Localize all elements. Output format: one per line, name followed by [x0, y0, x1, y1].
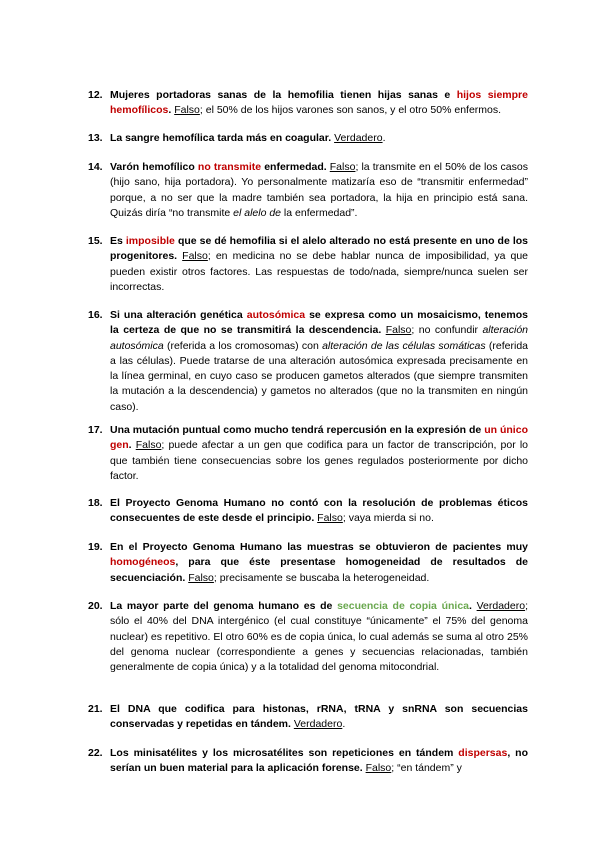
question-body — [110, 423, 528, 484]
question-body — [110, 160, 528, 221]
explanation-italic: alteración de las células somáticas — [322, 339, 486, 352]
question-number: 15. — [88, 235, 103, 247]
verdict-label: Falso — [182, 250, 208, 263]
question-text: Es — [110, 235, 126, 247]
question-item — [88, 308, 528, 415]
explanation-text: ; “en tándem” y — [391, 762, 462, 775]
explanation-text: ; vaya mierda si no. — [342, 512, 434, 525]
explanation-text: ; no confundir — [411, 324, 483, 337]
question-text: El DNA que codifica para histonas, rRNA, tRNA y snRNA son secuencias conservadas y repetidas en tándem. — [110, 703, 528, 731]
question-item — [88, 540, 528, 586]
explanation-text: ; la transmite en el 50% de los casos (hijo sano, hija portadora). Yo personalmente matizaría eso de “transmitir enfermedad” porque, a no ser que la madre también sea portadora, la hija en principio está sana. Quizás diría “no transmite — [110, 161, 528, 219]
explanation-text: ; en medicina no se debe hablar nunca de imposibilidad, ya que pueden existir otros factores. Las respuestas de todo/nada, siempre/nunca suelen ser incorrectas. — [110, 250, 528, 293]
question-item — [88, 702, 528, 733]
question-number: 18. — [88, 497, 103, 509]
question-body — [110, 234, 528, 295]
question-number: 14. — [88, 161, 103, 173]
question-body — [110, 496, 528, 527]
highlight-red: hijos siempre hemofílicos — [110, 89, 528, 117]
verdict-label: Falso — [329, 161, 356, 173]
question-text: enfermedad. — [261, 161, 327, 173]
question-text: El Proyecto Genoma Humano no contó con la resolución de problemas éticos consecuentes de este desde el principio. — [110, 497, 528, 525]
verdict-label: Falso — [188, 571, 214, 584]
verdict-label: Falso — [365, 762, 392, 775]
question-item — [88, 496, 528, 527]
explanation-text: ; el 50% de los hijos varones son sanos, y el otro 50% enfermos. — [199, 104, 502, 117]
question-body — [110, 702, 528, 733]
question-text: , no serían un buen material para la aplicación forense. — [110, 747, 528, 775]
question-text: . — [469, 600, 472, 612]
question-item — [88, 746, 528, 777]
explanation-text: ; puede afectar a un gen que codifica para un factor de transcripción, por lo que también tiene consecuencias sobre los genes regulados posteriormente por dicho factor. — [110, 439, 529, 482]
explanation-italic: alteración autosómica — [110, 324, 528, 352]
verdict-label: Falso — [385, 324, 412, 337]
highlight-red: dispersas — [458, 747, 508, 759]
question-number: 19. — [88, 541, 103, 553]
question-text: , para que éste presentase homogeneidad de resultados de secuenciación. — [110, 556, 528, 584]
question-text: En el Proyecto Genoma Humano las muestras se obtuvieron de pacientes muy — [110, 541, 528, 553]
question-number: 21. — [88, 703, 103, 715]
highlight-green: secuencia de copia única — [337, 600, 469, 612]
question-number: 16. — [88, 309, 103, 321]
question-number: 12. — [88, 89, 103, 101]
question-text: . — [168, 104, 172, 117]
verdict-label: Verdadero — [334, 132, 383, 144]
verdict-label: Falso — [135, 439, 162, 452]
highlight-red: no transmite — [197, 161, 262, 173]
question-number: 17. — [88, 424, 103, 436]
question-text: Si una alteración genética — [110, 309, 247, 321]
question-body — [110, 308, 528, 415]
question-text: La mayor parte del genoma humano es de — [110, 600, 338, 612]
verdict-label: Verdadero — [476, 600, 526, 612]
question-item — [88, 234, 528, 295]
explanation-text: (referida a los cromosomas) con — [163, 339, 323, 352]
explanation-text: ; sólo el 40% del DNA intergénico (el cual constituye “únicamente” el 75% del genoma nuclear) es repetitivo. El otro 60% es de copia única, lo cual además se suma al otro 25% del genoma nuclear (correspondiente a genes y secuencias relacionadas, también generalmente de copia única) y a la totalidad del genoma mitocondrial. — [110, 600, 528, 674]
question-number: 22. — [88, 747, 103, 759]
explanation-text: ; precisamente se buscaba la heterogeneidad. — [213, 571, 430, 584]
highlight-red: autosómica — [246, 309, 306, 321]
verdict-label: Falso — [174, 104, 200, 117]
explanation-text: (referida a las células). Puede tratarse de una alteración autosómica expresada precisamente en la línea germinal, en cuyo caso se producen gametos alterados (que siempre transmiten la mutación a la descendencia) y gametos no alterados (que no la transmiten en ningún caso). — [110, 339, 529, 413]
question-text: Los minisatélites y los microsatélites son repeticiones en tándem — [110, 747, 459, 759]
question-item — [88, 423, 528, 484]
question-text: La sangre hemofílica tarda más en coagular. — [110, 132, 332, 144]
explanation-text: la enfermedad”. — [281, 206, 358, 219]
question-text: que se dé hemofilia si el alelo alterado no está presente en uno de los progenitores. — [110, 235, 528, 263]
question-item — [88, 599, 528, 675]
highlight-red: un único gen — [110, 424, 528, 452]
question-body — [110, 88, 528, 119]
question-item — [88, 131, 528, 146]
question-text: Mujeres portadoras sanas de la hemofilia tienen hijas sanas e — [110, 89, 457, 101]
question-text: se expresa como un mosaicismo, tenemos la certeza de que no se transmitirá la descendencia. — [110, 309, 528, 337]
question-text: Una mutación puntual como mucho tendrá repercusión en la expresión de — [110, 424, 485, 436]
explanation-text: . — [342, 718, 346, 731]
explanation-italic: el alelo de — [233, 206, 282, 219]
verdict-label: Falso — [317, 512, 343, 525]
highlight-red: imposible — [125, 235, 175, 247]
question-item — [88, 88, 528, 119]
question-body — [110, 746, 528, 777]
highlight-red: homogéneos — [110, 556, 176, 569]
question-body — [110, 599, 528, 675]
question-item — [88, 160, 528, 221]
question-body — [110, 131, 528, 146]
explanation-text: . — [382, 132, 386, 144]
question-text: . — [128, 439, 132, 452]
question-body — [110, 540, 528, 586]
verdict-label: Verdadero — [293, 718, 343, 731]
question-text: Varón hemofílico — [110, 161, 198, 173]
question-number: 20. — [88, 600, 103, 612]
question-number: 13. — [88, 132, 103, 144]
